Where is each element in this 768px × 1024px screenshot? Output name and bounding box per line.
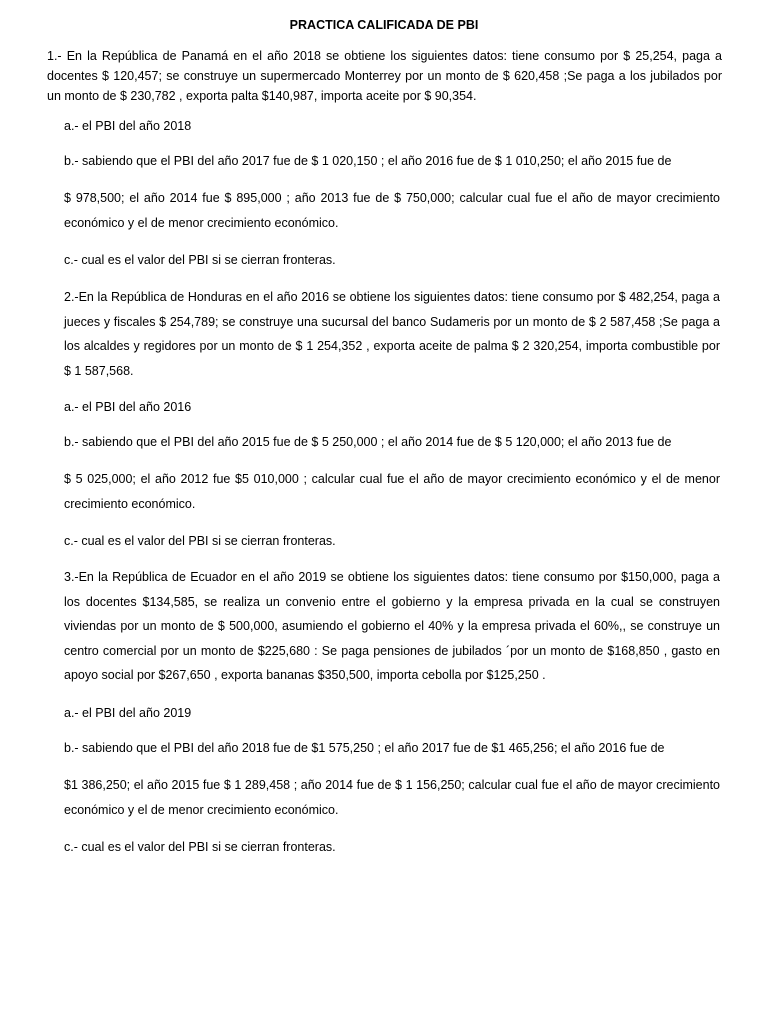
problem-3-question-a: a.- el PBI del año 2019 (64, 706, 192, 720)
problem-1-question-b-line2: $ 978,500; el año 2014 fue $ 895,000 ; año 2013 fue de $ 750,000; calcular cual fue el año de mayor crecimiento económico y el de menor crecimiento económico. (64, 191, 720, 230)
problem-2-question-a: a.- el PBI del año 2016 (64, 400, 192, 414)
problem-3-question-b-line2: $1 386,250; el año 2015 fue $ 1 289,458 ; año 2014 fue de $ 1 156,250; calcular cual fue el año de mayor crecimiento económico y el de menor crecimiento económico. (64, 778, 720, 817)
problem-1-statement: 1.- En la República de Panamá en el año 2018 se obtiene los siguientes datos: tiene consumo por $ 25,254, paga a docentes $ 120,457; se construye un supermercado Monterrey por un monto de $ 620,458 ;Se paga a los jubilados por un monto de $ 230,782 , exporta palta $140,987, importa aceite por $ 90,354. (47, 49, 722, 103)
problem-2-question-b-line1: b.- sabiendo que el PBI del año 2015 fue de $ 5 250,000 ; el año 2014 fue de $ 5 120,000; el año 2013 fue de (64, 435, 672, 449)
document-title: PRACTICA CALIFICADA DE PBI (289, 18, 479, 32)
problem-1-question-a: a.- el PBI del año 2018 (64, 119, 192, 133)
problem-2-statement: 2.-En la República de Honduras en el año 2016 se obtiene los siguientes datos: tiene consumo por $ 482,254, paga a jueces y fiscales $ 254,789; se construye una sucursal del banco Sudameris por un monto de $ 2 587,458 ;Se paga a los alcaldes y regidores por un monto de $ 1 254,352 , exporta aceite de palma $ 2 320,254, importa combustible por $ 1 587,568. (64, 290, 720, 378)
problem-2-question-b-line2: $ 5 025,000; el año 2012 fue $5 010,000 ; calcular cual fue el año de mayor crecimiento económico y el de menor crecimiento económico. (64, 472, 720, 511)
problem-1-question-b-line1: b.- sabiendo que el PBI del año 2017 fue de $ 1 020,150 ; el año 2016 fue de $ 1 010,250; el año 2015 fue de (64, 154, 672, 168)
problem-3-statement: 3.-En la República de Ecuador en el año 2019 se obtiene los siguientes datos: tiene consumo por $150,000, paga a los docentes $134,585, se realiza un convenio entre el gobierno y la empresa privada en la cual se construyen viviendas por un monto de $ 500,000, asumiendo el gobierno el 40% y la empresa privada el 60%,, se construye un centro comercial por un monto de $225,680 : Se paga pensiones de jubilados ´por un monto de $168,850 , gasto en apoyo social por $267,650 , exporta bananas $350,500, importa cebolla por $125,250 . (64, 570, 720, 682)
problem-1-question-c: c.- cual es el valor del PBI si se cierran fronteras. (64, 253, 336, 267)
problem-2-question-c: c.- cual es el valor del PBI si se cierran fronteras. (64, 534, 336, 548)
problem-3-question-b-line1: b.- sabiendo que el PBI del año 2018 fue de $1 575,250 ; el año 2017 fue de $1 465,256; el año 2016 fue de (64, 741, 665, 755)
problem-3-question-c: c.- cual es el valor del PBI si se cierran fronteras. (64, 840, 336, 854)
